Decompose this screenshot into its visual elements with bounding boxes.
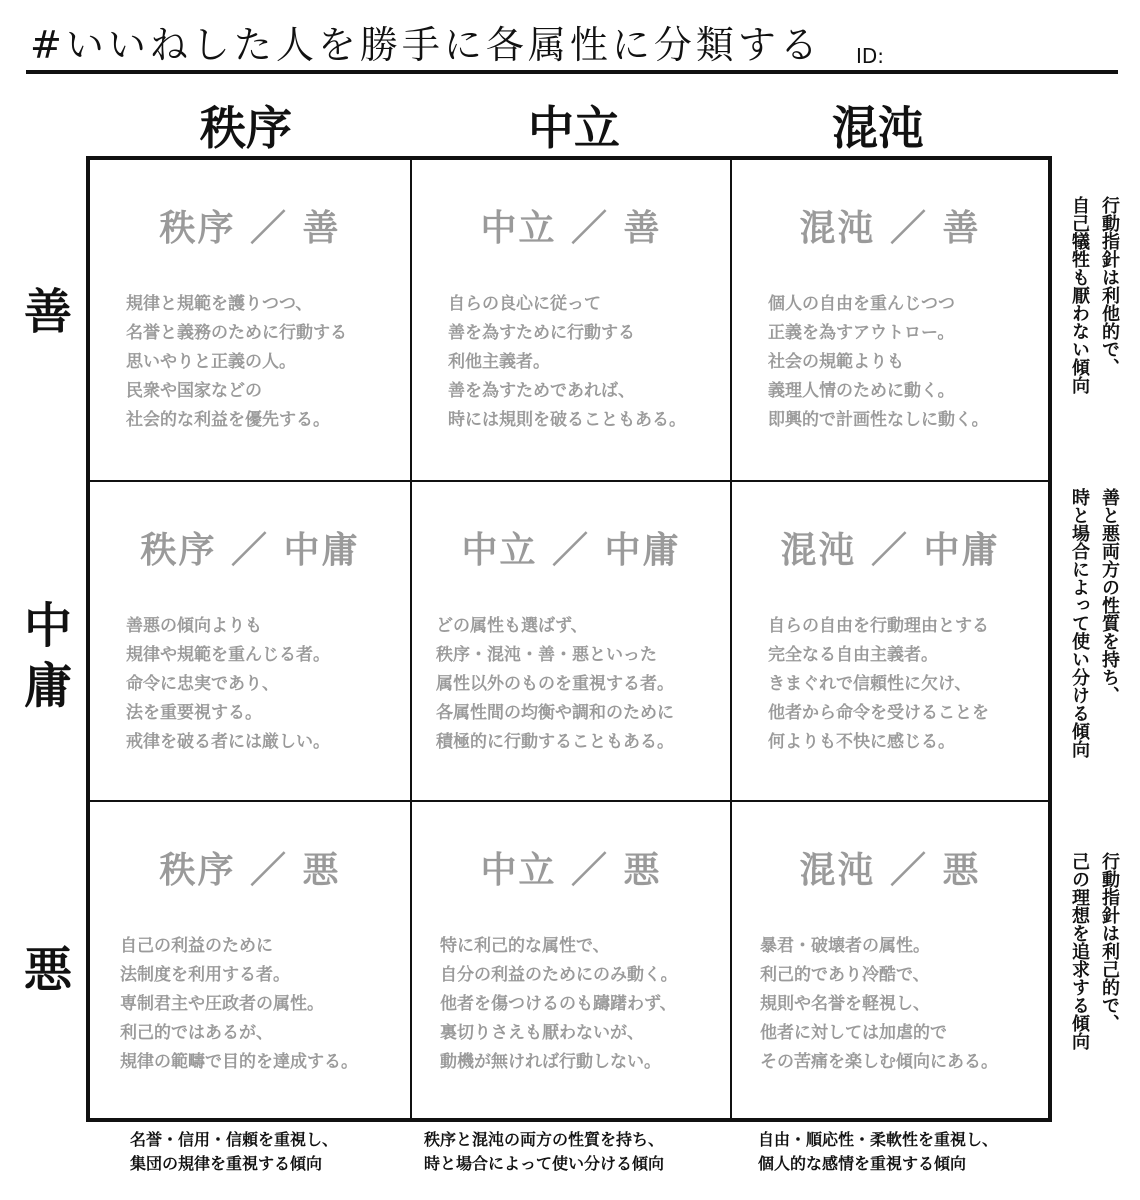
side-note-neutral: 善と悪両方の性質を持ち、 時と場合によって使い分ける傾向 [1069, 488, 1120, 758]
cell-description: 自らの自由を行動理由とする 完全なる自由主義者。 きまぐれで信頼性に欠け、 他者から命令を受けることを 何よりも不快に感じる。 [768, 616, 989, 752]
title-underline [26, 70, 1118, 74]
cell-description: 個人の自由を重んじつつ 正義を為すアウトロー。 社会の規範よりも 義理人情のために動く。 即興的で計画性なしに動く。 [768, 294, 989, 430]
cell-description: どの属性も選ばず、 秩序・混沌・善・悪といった 属性以外のものを重視する者。 各属性間の均衡や調和のために 積極的に行動することもある。 [436, 616, 674, 752]
cell-description: 善悪の傾向よりも 規律や規範を重んじる者。 命令に忠実であり、 法を重要視する。 戒律を破る者には厳しい。 [126, 616, 330, 752]
cell-title: 秩序 ／ 善 [159, 208, 341, 249]
cell-chaotic-neutral [731, 481, 1049, 801]
column-header-lawful: 秩序 [200, 101, 292, 155]
cell-lawful-neutral [89, 481, 411, 801]
cell-title: 中立 ／ 悪 [480, 850, 662, 891]
page-title: #いいねした人を勝手に各属性に分類する [30, 23, 822, 67]
footer-note-neutral: 秩序と混沌の両方の性質を持ち、 時と場合によって使い分ける傾向 [424, 1130, 665, 1173]
row-header-good: 善 [23, 284, 72, 340]
cell-title: 混沌 ／ 悪 [799, 850, 981, 891]
cell-title: 秩序 ／ 中庸 [140, 530, 360, 571]
alignment-grid [86, 156, 1052, 1122]
cell-title: 中立 ／ 中庸 [461, 530, 681, 571]
row-header-evil: 悪 [23, 942, 72, 998]
cell-description: 自己の利益のために 法制度を利用する者。 専制君主や圧政者の属性。 利己的ではあるが、 規律の範疇で目的を達成する。 [120, 936, 358, 1072]
cell-title: 中立 ／ 善 [480, 208, 662, 249]
cell-chaotic-good [731, 159, 1049, 481]
cell-chaotic-evil [731, 801, 1049, 1119]
cell-neutral-good [411, 159, 731, 481]
row-header-neutral: 中庸 [23, 598, 72, 714]
cell-title: 秩序 ／ 悪 [159, 850, 341, 891]
cell-lawful-evil [89, 801, 411, 1119]
cell-description: 暴君・破壊者の属性。 利己的であり冷酷で、 規則や名誉を軽視し、 他者に対しては加虐的で その苦痛を楽しむ傾向にある。 [760, 936, 998, 1072]
cell-true-neutral [411, 481, 731, 801]
cell-description: 規律と規範を護りつつ、 名誉と義務のために行動する 思いやりと正義の人。 民衆や国家などの 社会的な利益を優先する。 [126, 294, 347, 430]
cell-title: 混沌 ／ 善 [799, 208, 981, 249]
cell-neutral-evil [411, 801, 731, 1119]
footer-note-chaotic: 自由・順応性・柔軟性を重視し、 個人的な感情を重視する傾向 [758, 1130, 999, 1173]
cell-title: 混沌 ／ 中庸 [780, 530, 1000, 571]
side-note-good: 行動指針は利他的で、 自己犠牲も厭わない傾向 [1069, 196, 1120, 394]
side-note-evil: 行動指針は利己的で、 己の理想を追求する傾向 [1069, 852, 1120, 1050]
column-header-neutral: 中立 [528, 101, 620, 155]
column-header-chaotic: 混沌 [832, 101, 924, 155]
id-label: ID: [856, 44, 885, 68]
footer-note-lawful: 名誉・信用・信頼を重視し、 集団の規律を重視する傾向 [130, 1130, 339, 1173]
cell-description: 自らの良心に従って 善を為すために行動する 利他主義者。 善を為すためであれば、 時には規則を破ることもある。 [448, 294, 686, 430]
cell-description: 特に利己的な属性で、 自分の利益のためにのみ動く。 他者を傷つけるのも躊躇わず、 裏切りさえも厭わないが、 動機が無ければ行動しない。 [440, 936, 678, 1072]
cell-lawful-good [89, 159, 411, 481]
